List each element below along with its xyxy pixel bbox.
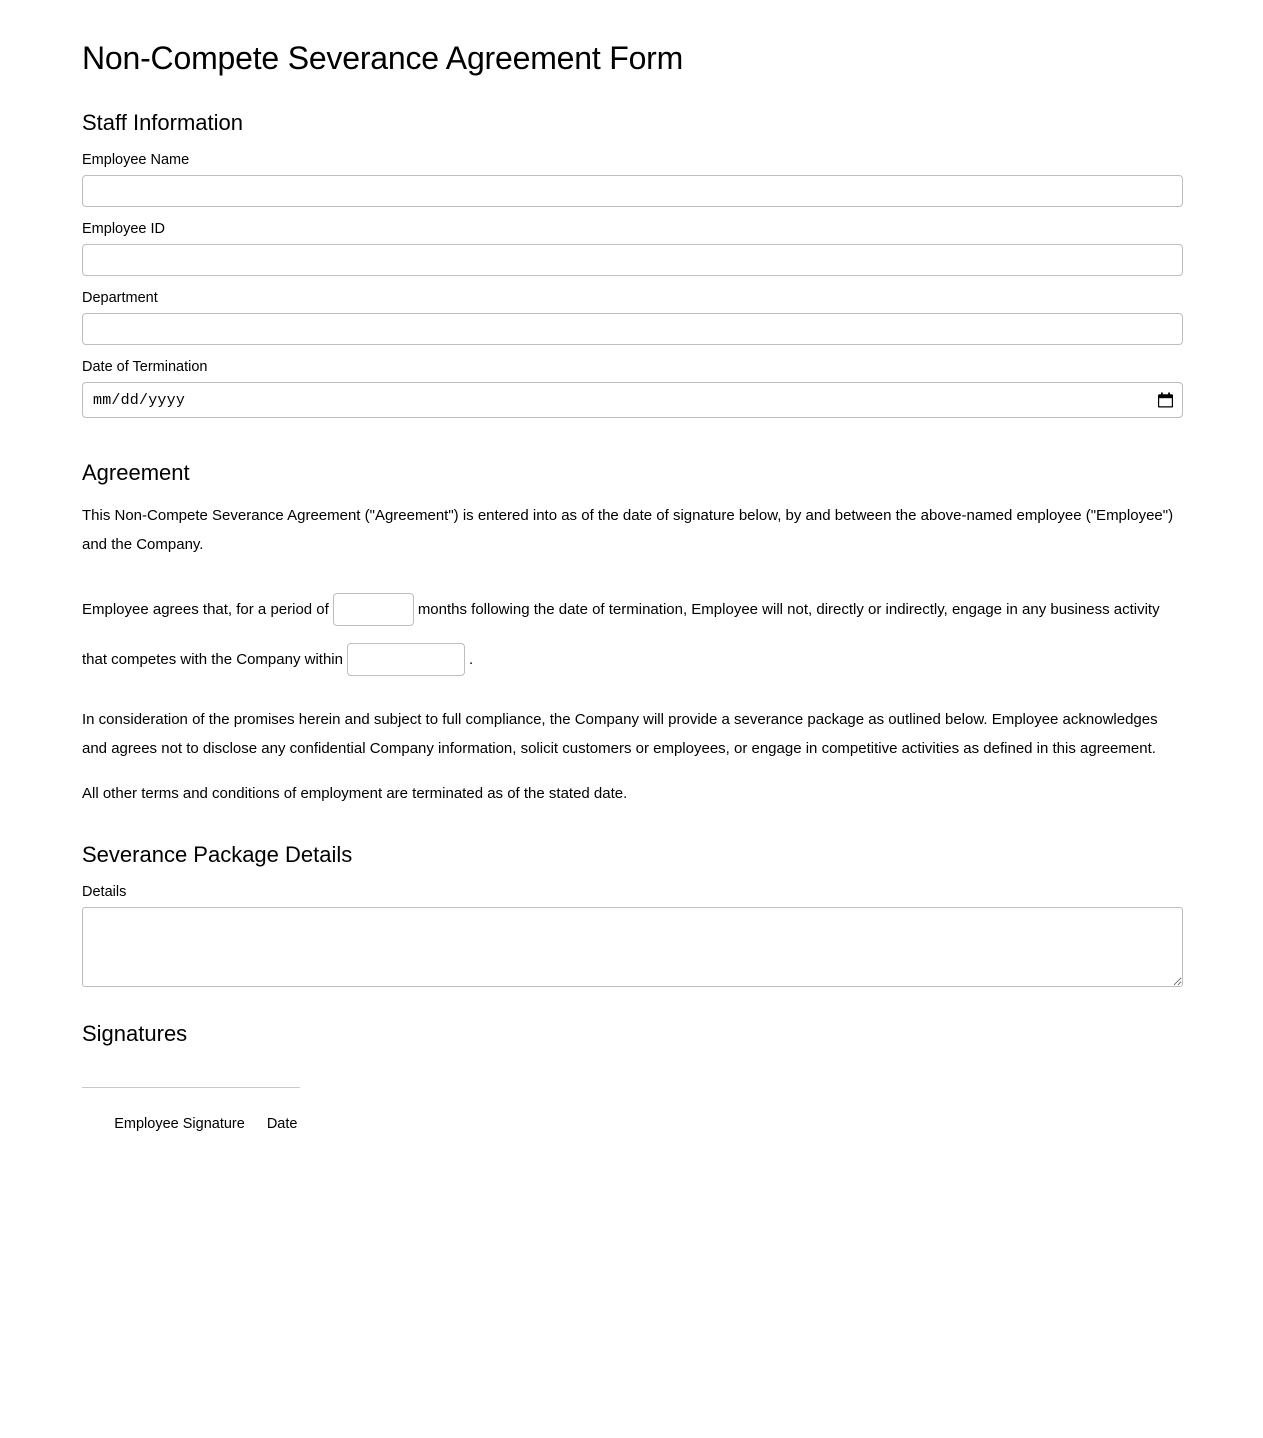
signature-block bbox=[82, 1087, 1183, 1154]
employee-name-label: Employee Name bbox=[82, 152, 190, 169]
spacer bbox=[82, 685, 1183, 705]
severance-details-textarea[interactable] bbox=[82, 907, 1183, 987]
agreement-paragraph-3: All other terms and conditions of employment are terminated as of the stated date. bbox=[82, 784, 628, 802]
field-employee-name bbox=[82, 150, 1183, 207]
inline-clause-continuation: business activity that competes with the Company within bbox=[82, 600, 1160, 668]
inline-clause-suffix: . bbox=[468, 650, 474, 668]
agreement-paragraph-1: This Non-Compete Severance Agreement ("Agreement") is entered into as of the date of signature below, by and between the above-named employee ("Employee") and the Company. bbox=[82, 506, 1174, 553]
severance-details-label: Details bbox=[82, 883, 127, 900]
spacer bbox=[82, 430, 1183, 460]
employee-signature-label: Employee Signature bbox=[114, 1116, 245, 1133]
noncompete-area-input[interactable] bbox=[347, 643, 465, 676]
inline-clause-prefix: Employee agrees that, for a period of bbox=[82, 600, 329, 618]
field-date-of-termination bbox=[82, 357, 1183, 418]
spacer bbox=[82, 575, 1183, 585]
employee-id-label: Employee ID bbox=[82, 221, 166, 238]
field-employee-id bbox=[82, 219, 1183, 276]
inline-clause-middle: months following the date of termination, Employee will not, directly or indirectly, engage in any bbox=[417, 600, 1047, 618]
date-of-termination-wrapper bbox=[82, 382, 1183, 418]
signatures-heading: Signatures bbox=[82, 1020, 188, 1046]
field-department bbox=[82, 288, 1183, 345]
severance-package-section bbox=[82, 842, 1183, 987]
department-input[interactable] bbox=[82, 313, 1183, 345]
page-title: Non-Compete Severance Agreement Form bbox=[82, 40, 684, 76]
agreement-inline-clause bbox=[82, 585, 1183, 685]
agreement-heading: Agreement bbox=[82, 460, 190, 486]
staff-information-heading: Staff Information bbox=[82, 109, 244, 135]
field-severance-details bbox=[82, 882, 1183, 987]
calendar-icon[interactable] bbox=[1158, 393, 1173, 408]
agreement-section bbox=[82, 460, 1183, 807]
staff-information-section bbox=[82, 110, 1183, 418]
signature-labels bbox=[82, 1094, 1183, 1154]
signatures-section bbox=[82, 1021, 1183, 1154]
agreement-paragraph-2: In consideration of the promises herein and subject to full compliance, the Company will provide a severance package as outlined below. Employee acknowledges and agrees not to disclose any confidential Company information, solicit customers or employees, or engage in competitive activities as defined in this agreement. bbox=[82, 710, 1158, 757]
date-of-termination-input[interactable] bbox=[82, 382, 1183, 418]
severance-package-heading: Severance Package Details bbox=[82, 841, 353, 867]
employee-name-input[interactable] bbox=[82, 175, 1183, 207]
noncompete-months-input[interactable] bbox=[333, 593, 414, 626]
employee-id-input[interactable] bbox=[82, 244, 1183, 276]
department-label: Department bbox=[82, 290, 158, 307]
date-placeholder-text: mm/dd/yyyy bbox=[93, 391, 186, 409]
signature-rule bbox=[82, 1087, 300, 1088]
date-of-termination-label: Date of Termination bbox=[82, 359, 208, 376]
signature-date-label: Date bbox=[266, 1116, 298, 1133]
